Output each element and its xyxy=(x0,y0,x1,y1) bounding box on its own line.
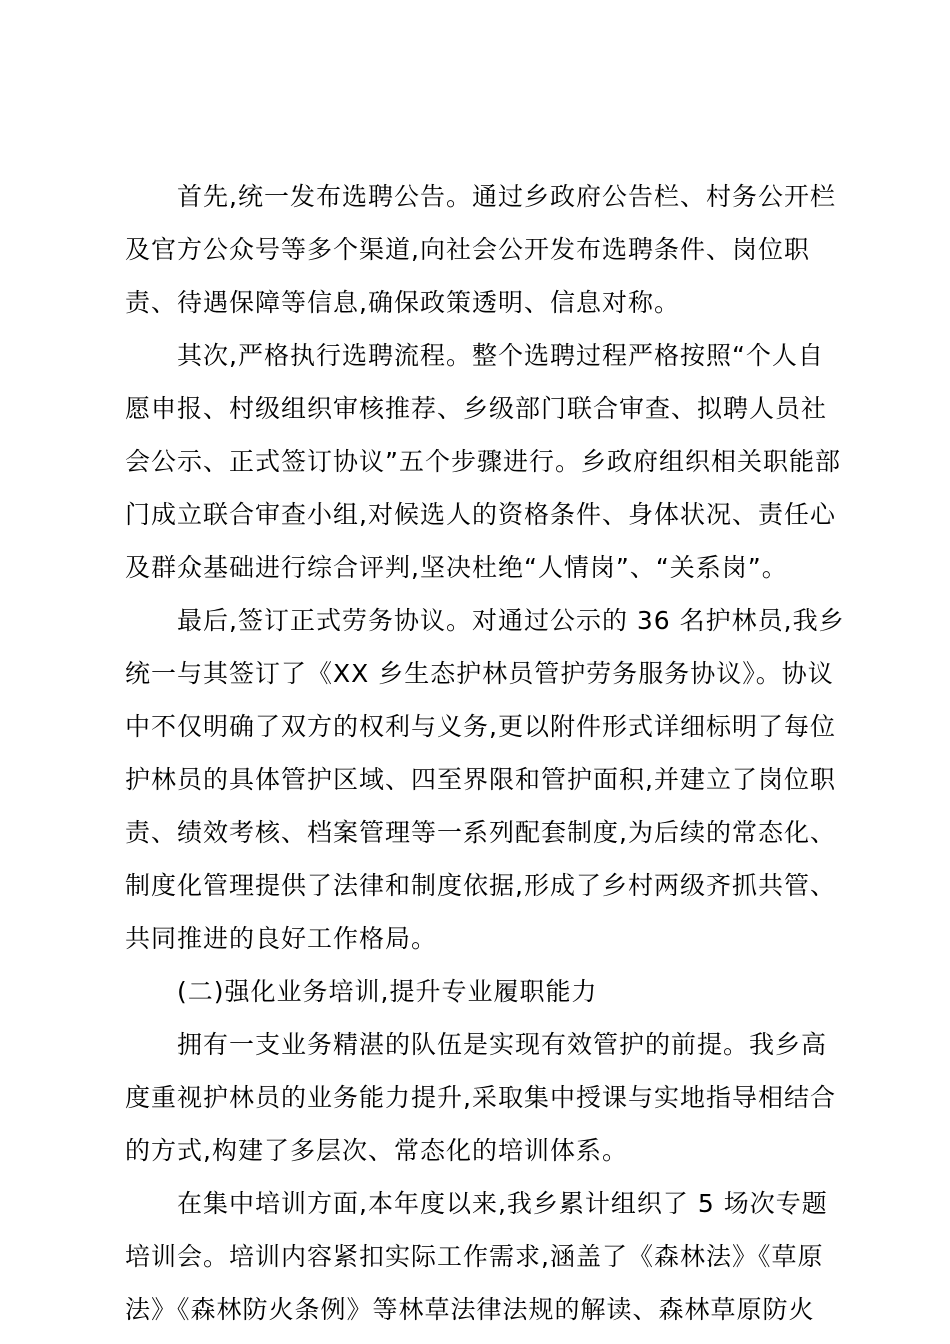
text-line: 度重视护林员的业务能力提升,采取集中授课与实地指导相结合 xyxy=(125,1083,836,1112)
text-line: 共同推进的良好工作格局。 xyxy=(125,924,438,953)
text-line: 最后,签订正式劳务协议。对通过公示的 36 名护林员,我乡 xyxy=(177,606,845,635)
text-line: 首先,统一发布选聘公告。通过乡政府公告栏、村务公开栏 xyxy=(177,182,836,211)
text-line: 责、待遇保障等信息,确保政策透明、信息对称。 xyxy=(125,288,680,317)
text-line: 及官方公众号等多个渠道,向社会公开发布选聘条件、岗位职 xyxy=(125,235,810,264)
text-line: 的方式,构建了多层次、常态化的培训体系。 xyxy=(125,1136,628,1165)
text-line: 其次,严格执行选聘流程。整个选聘过程严格按照“个人自 xyxy=(177,341,824,370)
text-line: 会公示、正式签订协议”五个步骤进行。乡政府组织相关职能部 xyxy=(125,447,841,476)
text-line: 法》《森林防火条例》等林草法律法规的解读、森林草原防火 xyxy=(125,1295,815,1324)
text-line: 拥有一支业务精湛的队伍是实现有效管护的前提。我乡高 xyxy=(177,1030,828,1059)
text-line: 责、绩效考核、档案管理等一系列配套制度,为后续的常态化、 xyxy=(125,818,836,847)
text-line: 护林员的具体管护区域、四至界限和管护面积,并建立了岗位职 xyxy=(125,765,836,794)
text-line: 愿申报、村级组织审核推荐、乡级部门联合审查、拟聘人员社 xyxy=(125,394,828,423)
text-line: 统一与其签订了《XX 乡生态护林员管护劳务服务协议》。协议 xyxy=(125,659,834,688)
text-line: 中不仅明确了双方的权利与义务,更以附件形式详细标明了每位 xyxy=(125,712,836,741)
text-line: (二)强化业务培训,提升专业履职能力 xyxy=(177,977,598,1006)
document-page xyxy=(125,170,845,1336)
text-line: 及群众基础进行综合评判,坚决杜绝“人情岗”、“关系岗”。 xyxy=(125,553,788,582)
text-line: 在集中培训方面,本年度以来,我乡累计组织了 5 场次专题 xyxy=(177,1189,828,1218)
text-line: 制度化管理提供了法律和制度依据,形成了乡村两级齐抓共管、 xyxy=(125,871,836,900)
text-line: 培训会。培训内容紧扣实际工作需求,涵盖了《森林法》《草原 xyxy=(125,1242,824,1271)
text-line: 门成立联合审查小组,对候选人的资格条件、身体状况、责任心 xyxy=(125,500,836,529)
